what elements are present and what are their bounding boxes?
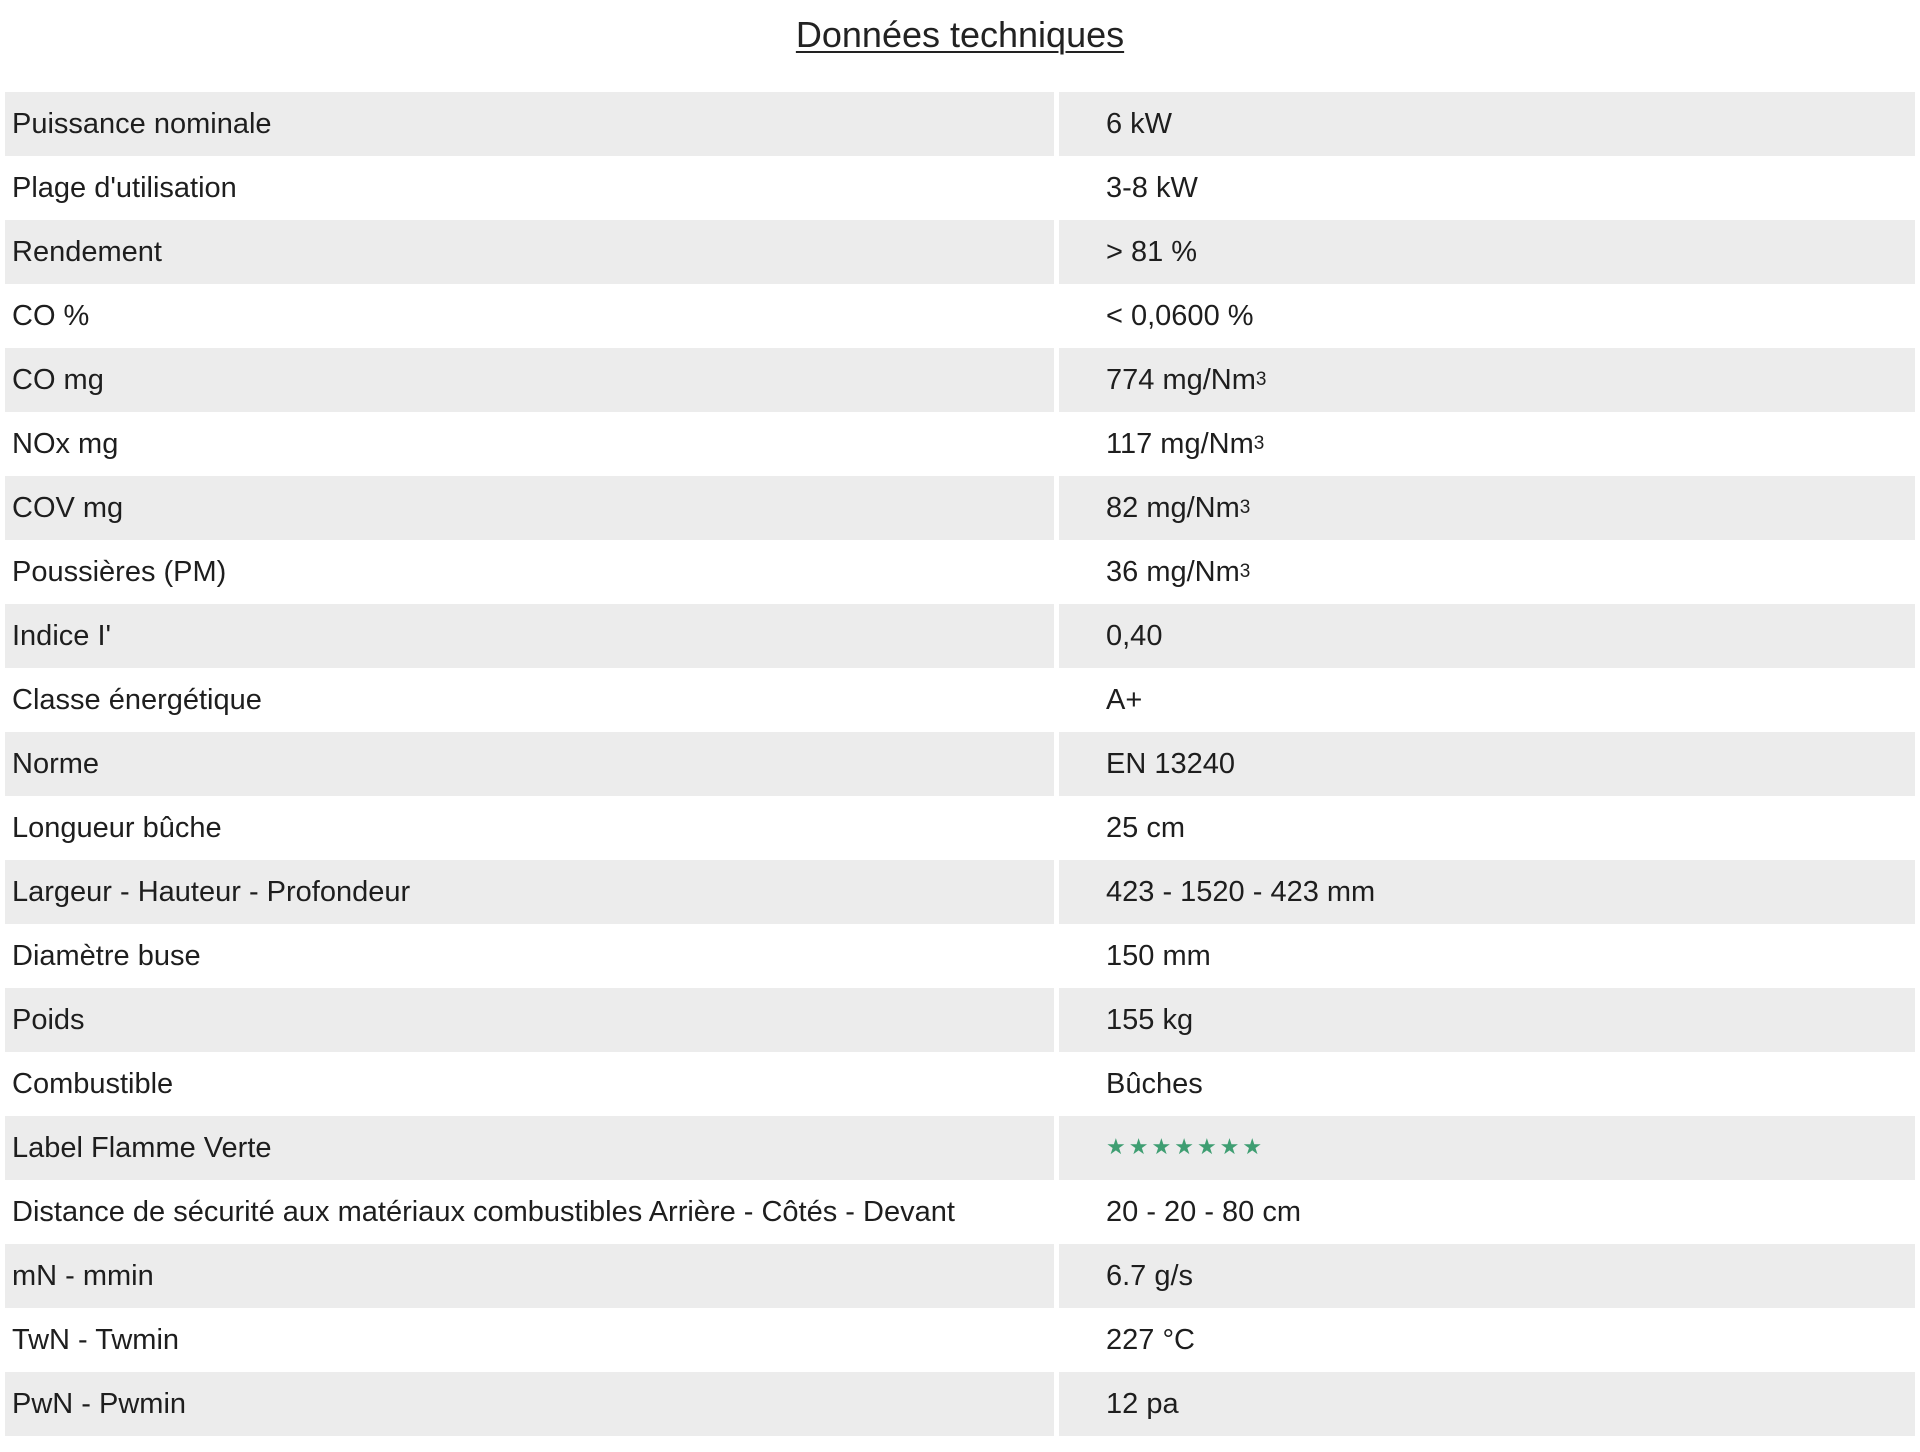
- row-value: [1059, 284, 1915, 348]
- row-label: CO mg: [5, 348, 1054, 412]
- row-value: [1059, 796, 1915, 860]
- row-value: [1059, 1372, 1915, 1436]
- table-row: [5, 412, 1915, 476]
- table-row: [5, 1308, 1915, 1372]
- table-row: [5, 92, 1915, 156]
- rating-stars: [1106, 1135, 1262, 1160]
- table-row: [5, 476, 1915, 540]
- row-value: [1059, 1244, 1915, 1308]
- table-row: [5, 284, 1915, 348]
- row-value-text: 20 - 20 - 80 cm: [1106, 1195, 1302, 1228]
- table-row: [5, 156, 1915, 220]
- row-value: [1059, 92, 1915, 156]
- row-label: Combustible: [5, 1052, 1054, 1116]
- star-icon: ★: [1151, 1134, 1172, 1160]
- table-row: [5, 924, 1915, 988]
- spec-table: [5, 92, 1915, 1436]
- row-label: Poussières (PM): [5, 540, 1054, 604]
- row-label: PwN - Pwmin: [5, 1372, 1054, 1436]
- table-row: [5, 1116, 1915, 1180]
- table-row: [5, 348, 1915, 412]
- row-label: CO %: [5, 284, 1054, 348]
- star-icon: ★: [1106, 1134, 1126, 1160]
- table-row: [5, 732, 1915, 796]
- row-label: Label Flamme Verte: [5, 1116, 1054, 1180]
- row-label: mN - mmin: [5, 1244, 1054, 1308]
- row-value: [1059, 924, 1915, 988]
- table-row: [5, 1052, 1915, 1116]
- row-value: [1059, 604, 1915, 668]
- row-value: [1059, 1116, 1915, 1180]
- row-value-text: 0,40: [1106, 619, 1163, 652]
- star-icon: ★: [1196, 1134, 1217, 1160]
- star-icon: ★: [1128, 1134, 1149, 1160]
- row-value-text: 3-8 kW: [1106, 171, 1198, 204]
- table-row: [5, 540, 1915, 604]
- row-value: [1059, 220, 1915, 284]
- row-value-text: 12 pa: [1106, 1387, 1179, 1420]
- row-value-text: 774 mg/Nm: [1106, 363, 1256, 396]
- row-value: [1059, 732, 1915, 796]
- row-value: 36 mg/Nm 3: [1059, 540, 1915, 604]
- row-value-text: 423 - 1520 - 423 mm: [1106, 875, 1376, 908]
- row-value: [1059, 156, 1915, 220]
- row-label: Plage d'utilisation: [5, 156, 1054, 220]
- row-value: [1059, 1308, 1915, 1372]
- star-icon: ★: [1174, 1134, 1194, 1160]
- row-value-text: > 81 %: [1106, 235, 1198, 268]
- row-value: [1059, 860, 1915, 924]
- table-row: [5, 988, 1915, 1052]
- row-label: NOx mg: [5, 412, 1054, 476]
- row-value: [1059, 988, 1915, 1052]
- table-row: [5, 1180, 1915, 1244]
- row-value-text: 36 mg/Nm: [1106, 555, 1240, 588]
- row-label: Poids: [5, 988, 1054, 1052]
- row-value-text: 155 kg: [1106, 1003, 1194, 1036]
- row-label: Largeur - Hauteur - Profondeur: [5, 860, 1054, 924]
- row-value: 774 mg/Nm 3: [1059, 348, 1915, 412]
- row-value: [1059, 668, 1915, 732]
- row-value-text: 150 mm: [1106, 939, 1211, 972]
- row-value-text: Bûches: [1106, 1067, 1203, 1100]
- row-value-text: EN 13240: [1106, 747, 1235, 780]
- row-label: Indice I': [5, 604, 1054, 668]
- page-title: Données techniques: [795, 14, 1125, 55]
- row-value-text: 6.7 g/s: [1106, 1259, 1194, 1292]
- row-value: 117 mg/Nm 3: [1059, 412, 1915, 476]
- row-label: Distance de sécurité aux matériaux combustibles Arrière - Côtés - Devant: [5, 1180, 1054, 1244]
- star-icon: ★: [1242, 1134, 1263, 1160]
- table-row: [5, 668, 1915, 732]
- row-value-text: < 0,0600 %: [1106, 299, 1254, 332]
- star-icon: ★: [1219, 1134, 1240, 1160]
- table-row: [5, 220, 1915, 284]
- row-label: Diamètre buse: [5, 924, 1054, 988]
- row-value-text: 227 °C: [1106, 1323, 1195, 1356]
- table-row: [5, 1372, 1915, 1436]
- row-label: TwN - Twmin: [5, 1308, 1054, 1372]
- row-label: COV mg: [5, 476, 1054, 540]
- row-value-text: 117 mg/Nm: [1106, 427, 1254, 460]
- row-value-text: A+: [1106, 683, 1143, 716]
- row-label: Puissance nominale: [5, 92, 1054, 156]
- row-value: [1059, 1052, 1915, 1116]
- row-label: Longueur bûche: [5, 796, 1054, 860]
- row-label: Classe énergétique: [5, 668, 1054, 732]
- row-value-text: 82 mg/Nm: [1106, 491, 1240, 524]
- row-label: Rendement: [5, 220, 1054, 284]
- table-row: [5, 796, 1915, 860]
- row-value-text: 6 kW: [1106, 107, 1173, 140]
- row-value-text: 25 cm: [1106, 811, 1185, 844]
- row-value: [1059, 1180, 1915, 1244]
- table-row: [5, 1244, 1915, 1308]
- row-value: 82 mg/Nm 3: [1059, 476, 1915, 540]
- row-label: Norme: [5, 732, 1054, 796]
- table-row: [5, 604, 1915, 668]
- table-row: [5, 860, 1915, 924]
